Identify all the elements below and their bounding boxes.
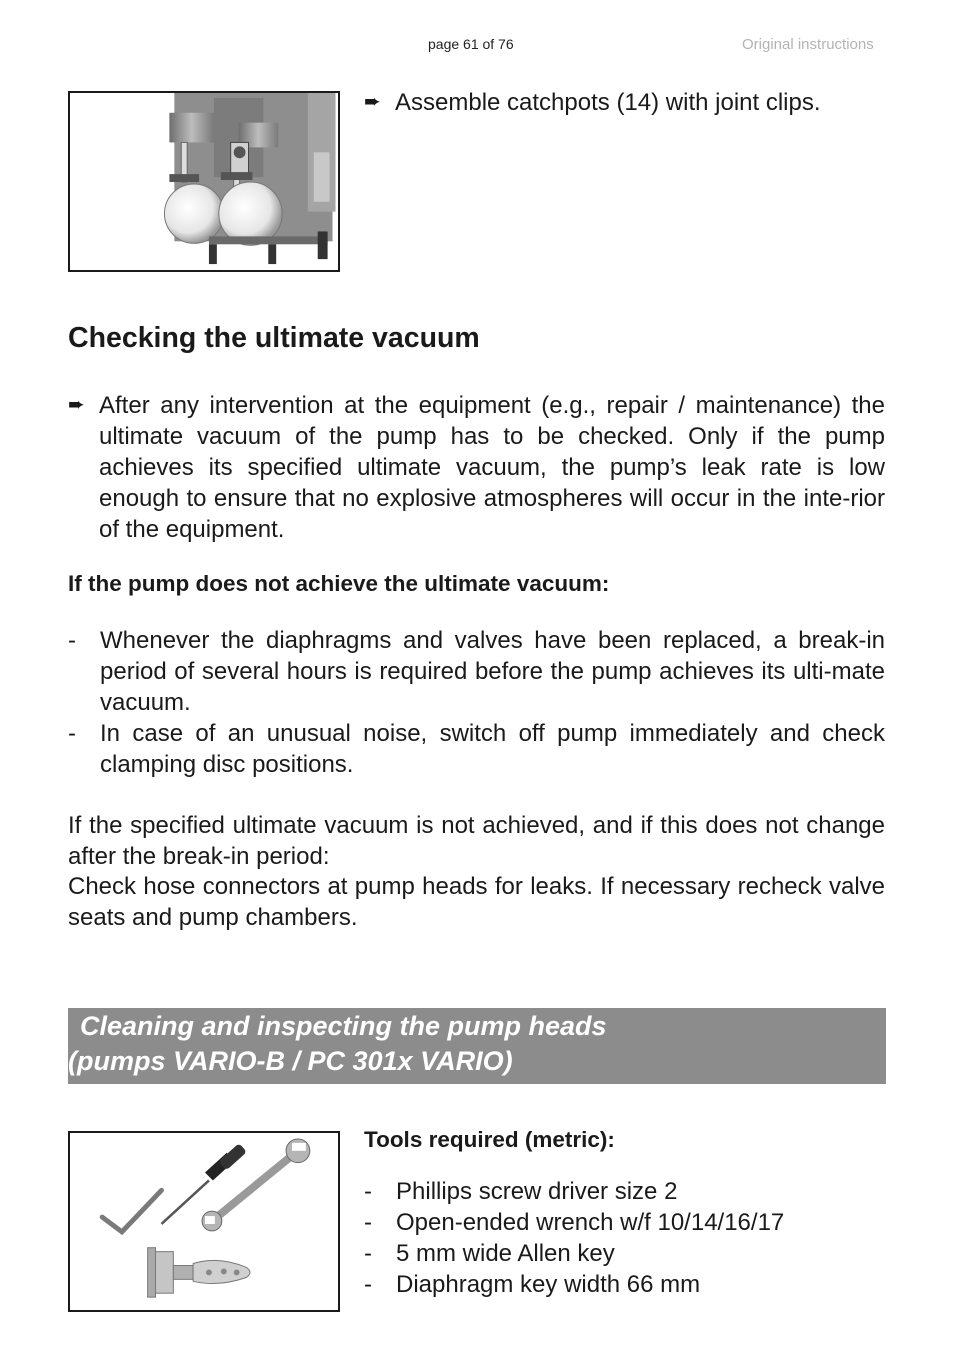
catchpots-figure bbox=[68, 91, 340, 272]
pump-catchpots-illustration bbox=[70, 93, 338, 270]
list-item bbox=[364, 1207, 884, 1238]
step-assemble bbox=[364, 87, 894, 118]
dash-marker: - bbox=[364, 1240, 372, 1267]
list-item bbox=[364, 1269, 884, 1300]
banner-line-2: (pumps VARIO-B / PC 301x VARIO) bbox=[68, 1046, 513, 1076]
vacuum-instruction-text: After any intervention at the equipment (e.g., repair / maintenance) the ultimate vacuum of the pump has to be checked. Only if the pump achieves its specified ultimate vacuum, the pump’s leak rate is low enough to ensure that no explosive atmospheres will occur in the inte-rior of the equipment. bbox=[99, 392, 885, 543]
section-banner-cleaning bbox=[68, 1008, 886, 1084]
section-title-vacuum: Checking the ultimate vacuum bbox=[68, 322, 480, 354]
tools-list bbox=[364, 1176, 884, 1300]
list-item bbox=[68, 718, 885, 780]
page-number: page 61 of 76 bbox=[428, 36, 514, 52]
tools-illustration bbox=[70, 1133, 338, 1310]
vacuum-instruction bbox=[68, 390, 885, 545]
tool-item-text: 5 mm wide Allen key bbox=[396, 1240, 615, 1267]
tools-heading: Tools required (metric): bbox=[364, 1127, 615, 1152]
list-item bbox=[68, 625, 885, 718]
list-item bbox=[364, 1238, 884, 1269]
tool-item-text: Diaphragm key width 66 mm bbox=[396, 1271, 701, 1298]
dash-marker: - bbox=[68, 627, 76, 654]
arrow-icon: ➨ bbox=[364, 91, 381, 113]
banner-line-1: Cleaning and inspecting the pump heads bbox=[80, 1011, 607, 1041]
subheading-not-achieve: If the pump does not achieve the ultimate vacuum: bbox=[68, 571, 610, 596]
dash-marker: - bbox=[364, 1271, 372, 1298]
list-item bbox=[364, 1176, 884, 1207]
tool-item-text: Open-ended wrench w/f 10/14/16/17 bbox=[396, 1209, 785, 1236]
tool-item-text: Phillips screw driver size 2 bbox=[396, 1178, 678, 1205]
dash-marker: - bbox=[364, 1178, 372, 1205]
tools-figure bbox=[68, 1131, 340, 1312]
troubleshoot-list bbox=[68, 625, 885, 780]
step-assemble-text: Assemble catchpots (14) with joint clips. bbox=[395, 89, 821, 116]
header-label: Original instructions bbox=[742, 36, 874, 53]
dash-marker: - bbox=[68, 720, 76, 747]
arrow-icon: ➨ bbox=[68, 394, 85, 416]
dash-marker: - bbox=[364, 1209, 372, 1236]
paragraph-not-achieved: If the specified ultimate vacuum is not achieved, and if this does not change after the break-in period: bbox=[68, 812, 885, 870]
paragraph-check-hoses: Check hose connectors at pump heads for leaks. If necessary recheck valve seats and pump chambers. bbox=[68, 873, 885, 931]
list-item-text: Whenever the diaphragms and valves have been replaced, a break-in period of several hours is required before the pump achieves its ulti-mate vacuum. bbox=[100, 627, 885, 716]
list-item-text: In case of an unusual noise, switch off pump immediately and check clamping disc positions. bbox=[100, 720, 885, 778]
